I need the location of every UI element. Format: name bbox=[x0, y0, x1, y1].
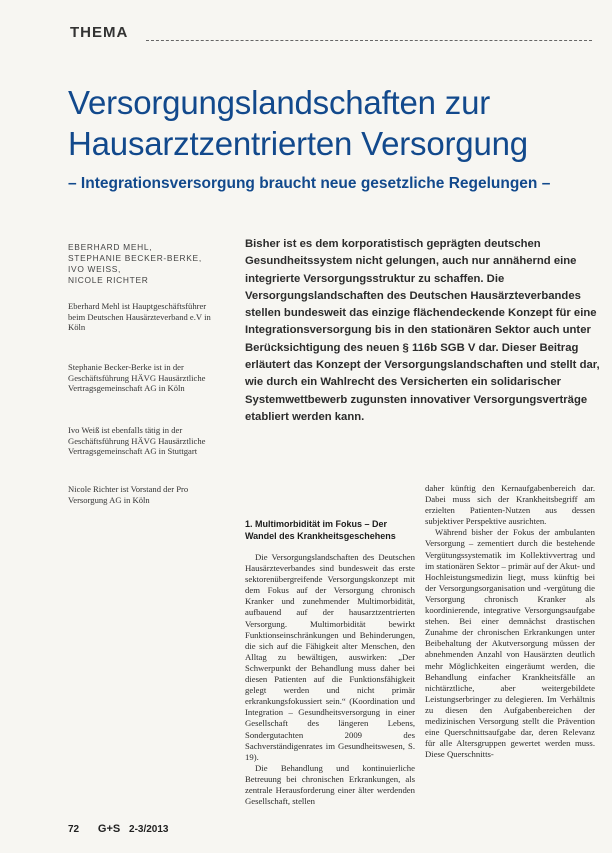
page-footer bbox=[68, 823, 185, 835]
author-name: NICOLE RICHTER bbox=[68, 275, 149, 285]
article-title: Versorgungslandschaften zur Hausarztzentrierten Versorgung bbox=[68, 84, 528, 162]
body-column-right bbox=[425, 483, 595, 760]
article-subtitle: – Integrationsversorgung braucht neue gesetzliche Regelungen – bbox=[68, 175, 551, 192]
section-rule bbox=[146, 40, 592, 41]
issue-number: 2-3/2013 bbox=[129, 824, 169, 835]
author-name: IVO WEISS, bbox=[68, 264, 122, 274]
lead-paragraph: Bisher ist es dem korporatistisch geprägten deutschen Gesundheitssystem nicht gelungen, auch nur annähernd eine integrierte Versorgungsstruktur zu schaffen. Die Versorgungslandschaften des Deutschen Hausärzteverbandes stellen bundesweit das einzige flächendeckende Konzept für eine Integrationsversorgung bis in den stationären Sektor auch unter Berücksichtigung des neuen § 116b SGB V dar. Dieser Beitrag erläutert das Konzept der Versorgungslandschaften und stellt dar, wie durch ein Wahlrecht des Versicherten ein solidarischer Systemwettbewerb zugunsten innovativer Versorgungsverträge etabliert werden kann. bbox=[245, 238, 600, 423]
body-paragraph: daher künftig den Kernaufgabenbereich dar. Dabei muss sich der Krankheitsbegriff am erzielten Patienten-Nutzen aus dessen subjektiver Perspektive ausrichten. bbox=[425, 483, 595, 527]
body-paragraph: Während bisher der Fokus der ambulanten Versorgung – zementiert durch die bestehende Vergütungssystematik im Kollektivvertrag und im stationären Sektor – primär auf der Akut- und Hochleistungsmedizin liegt, muss künftig bei der Versorgungsorganisation und -vergütung die Versorgung chronisch Kranker als koordinierende, integrative Versorgungsaufgabe stehen. Bei einer demnächst drastischen Zunahme der chronischen Erkrankungen unter Beibehaltung der Akutversorgung müssen der abnehmenden Anzahl von Hausärzten deutlich mehr Möglichkeiten eingeräumt werden, die Behandlung einfacher Krankheitsfälle an nichtärztliche, aber weitergebildete Leistungserbringer zu delegieren. Im Verhältnis zu diesen den Aufgabenbereichen der medizinischen Versorgung stellt die Prävention eine Querschnittsaufgabe dar, deren Relevanz für alle Altersgruppen gewertet werden muss. Diese Querschnitts- bbox=[425, 527, 595, 760]
body-paragraph: Die Versorgungslandschaften des Deutschen Hausärzteverbandes sind bundesweit das erste sektorenübergreifende Versorgungskonzept mit dem Fokus auf der Versorgung chronisch Kranker und zunehmender Multimorbidität, aufbauend auf der hausarztzentrierten Versorgung. Multimorbidität bewirkt Funktionseinschränkungen und Behinderungen, die sich auf die Fähigkeit alter Menschen, den Alltag zu bewältigen, auswirken: „Der Schwerpunkt der Behandlung muss daher bei diesen Patienten auf die Funktionsfähigkeit gelegt werden und nicht primär erkrankungsfokussiert sein.“ (Koordination und Integration – Gesundheitsversorgung in einer Gesellschaft des längeren Lebens, Sondergutachten 2009 des Sachverständigenrates im Gesundheitswesen, S. 19). bbox=[245, 552, 415, 762]
author-name: STEPHANIE BECKER-BERKE, bbox=[68, 253, 202, 263]
journal-logo: G+S bbox=[97, 823, 121, 835]
author-bio: Eberhard Mehl ist Hauptgeschäftsführer beim Deutschen Hausärzteverband e.V in Köln bbox=[68, 301, 211, 333]
author-bio: Nicole Richter ist Vorstand der Pro Versorgung AG in Köln bbox=[68, 484, 189, 505]
author-list bbox=[68, 242, 218, 286]
section-heading: 1. Multimorbidität im Fokus – Der Wandel des Krankheitsgeschehens bbox=[245, 519, 396, 541]
page-number: 72 bbox=[68, 824, 80, 835]
body-column-left bbox=[245, 518, 415, 807]
author-bio: Ivo Weiß ist ebenfalls tätig in der Geschäftsführung HÄVG Hausärztliche Vertragsgemeinschaft AG in Stuttgart bbox=[68, 425, 206, 457]
body-paragraph: Die Behandlung und kontinuierliche Betreuung bei chronischen Erkrankungen, als zentrale Herausforderung einer älter werdenden Gesellschaft, stellen bbox=[245, 762, 415, 807]
section-label: THEMA bbox=[70, 24, 129, 41]
author-bio: Stephanie Becker-Berke ist in der Geschäftsführung HÄVG Hausärztliche Vertragsgemeinschaft AG in Köln bbox=[68, 362, 206, 394]
author-name: EBERHARD MEHL, bbox=[68, 242, 153, 252]
